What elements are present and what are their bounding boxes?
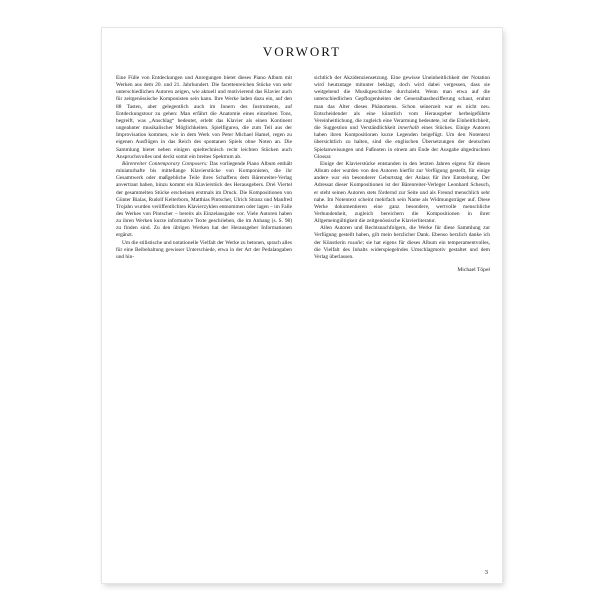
paragraph-text: eines Stückes. Einige Autoren haben ihren Kompositionen kurze Legenden beigefügt. Um den Notentext übersichtlich zu halten, sind die englischen Übersetzungen der deutschen Spielanweisungen und Fußnoten in einem am Ende der Ausgabe abgedruckten Glossar.: [314, 125, 490, 160]
paragraph-text: sichtlich der Akzidenziensetzung. Eine gewisse Uneinheitlichkeit der Notation wird heutzutage mitunter beklagt, doch wird dabei vergessen, dass sie weitgehend die Musikgeschichte durchzieht. Wenn man etwa auf die unterschiedlichen Gepflogenheiten der Generalbassbezifferung schaut, erahnt man das Alter dieses Phänomens. Schon seinerzeit war es nicht neu. Entscheidender als eine künstlich vom Herausgeber herbeigeführte Vereinheitlichung, die zugleich eine Verarmung bedeutete, ist die Einheitlichkeit, die Suggestion und Verständlichkeit: [314, 75, 490, 132]
paragraph-text: ; sie hat eigens für dieses Album ein temperamentvolles, die Vielfalt des Inhalts widerspiegelndes Umschlagmotiv gestaltet und dem Verlag überlassen.: [314, 239, 490, 260]
paragraph: Um die stilistische und notationelle Vielfalt der Werke zu betonen, sprach alles für eine Beibehaltung gewisser Unterschiede, etwa in der Art der Pedalangaben und hin-: [116, 239, 292, 260]
document-page: [102, 28, 502, 583]
paragraph-text: Allen Autoren und Rechtsnachfolgern, die Werke für diese Sammlung zur Verfügung gestellt haben, gilt mein herzlicher Dank. Ebenso herzlich danke ich der Künstlerin: [314, 225, 490, 246]
paragraph-text: Das vorliegende Piano Album enthält miniaturhafte bis mittellange Klavierstücke von Komponisten, die ihr Gesamtwerk oder maßgebliche Teile ihres Schaffens dem Bärenreiter-Verlag anvertraut haben, hinzu kommt ein Klavierstück des Herausgebers. Drei Viertel der gesammelten Stücke erscheinen erstmals im Druck. Die Kompositionen von Günter Bialas, Rudolf Kelterborn, Matthias Pintscher, Ulrich Stranz und Manfred Trojahn wurden veröffentlichten Klavierzyklen entnommen oder lagen – im Falle des Werkes von Pintscher – bereits als Einzelausgabe vor. Viele Autoren haben zu ihren Werken kurze informative Texte geschrieben, die im Anhang (s. S. 98) zu finden sind. Zu den übrigen Werken hat der Herausgeber Informationen ergänzt.: [116, 160, 292, 239]
paragraph: [314, 75, 490, 161]
author-signature: Michael Töpel: [457, 267, 490, 274]
left-text-column: [116, 75, 292, 261]
paragraph: Einige der Klavierstücke entstanden in den letzten Jahren eigens für dieses Album oder wurden von den Autoren hierfür zur Verfügung gestellt, für einige andere war ein besonderer Geburtstag der Anlass für ihre Entstehung. Der Adressat dieser Kompositionen ist der Bärenreiter-Verleger Leonhard Scheuch, er steht seinen Autoren stets fördernd zur Seite und als Freund menschlich sehr nahe. Im Notentext scheint mehrfach sein Name als Widmungsträger auf. Diese Werke dokumentieren eine ganz besondere, wertvolle menschliche Verbundenheit, zugleich bereichern die Kompositionen in ihrer Allgemeingültigkeit die zeitgenössische Klavierliteratur.: [314, 160, 490, 225]
italic-artist-name: rosalie: [347, 239, 363, 246]
italic-word: innerhalb: [398, 125, 419, 132]
right-text-column: [314, 75, 490, 274]
paragraph: [116, 161, 292, 240]
page-title: VORWORT: [262, 44, 342, 59]
italic-series-name: Bärenreiter Contemporary Composers:: [122, 160, 208, 167]
paragraph: Eine Fülle von Entdeckungen und Anregungen bietet dieses Piano Album mit Werken aus dem 20. und 21. Jahrhundert. Die facettenreichen Stücke von sehr unterschiedlichen Autoren zeigen, wie aktuell und motivierend das Klavier auch für zeitgenössische Komponisten sein kann. Ihre Werke laden dazu ein, auf den 88 Tasten, aber gelegentlich auch im Innern des Instruments, auf Entdeckungstour zu gehen: Man erfährt die Anatomie eines einzelnen Tons, begreift, was „Anschlag“ bedeutet, erlebt das Klavier als einen Kontinent ungeahnter musikalischer Möglichkeiten. Spielfiguren, die zum Teil aus der Improvisation kommen, wie in dem Werk von Peter Michael Hamel, regen zu eigenen Ausflügen in das Reich des spontanen Spiels ohne Noten an. Die Sammlung bietet neben einigen spieltechnisch recht leichten Stücken auch Anspruchsvolles und deckt somit ein breites Spektrum ab.: [116, 75, 292, 160]
paragraph: [314, 225, 490, 261]
page-number: 3: [484, 569, 488, 576]
